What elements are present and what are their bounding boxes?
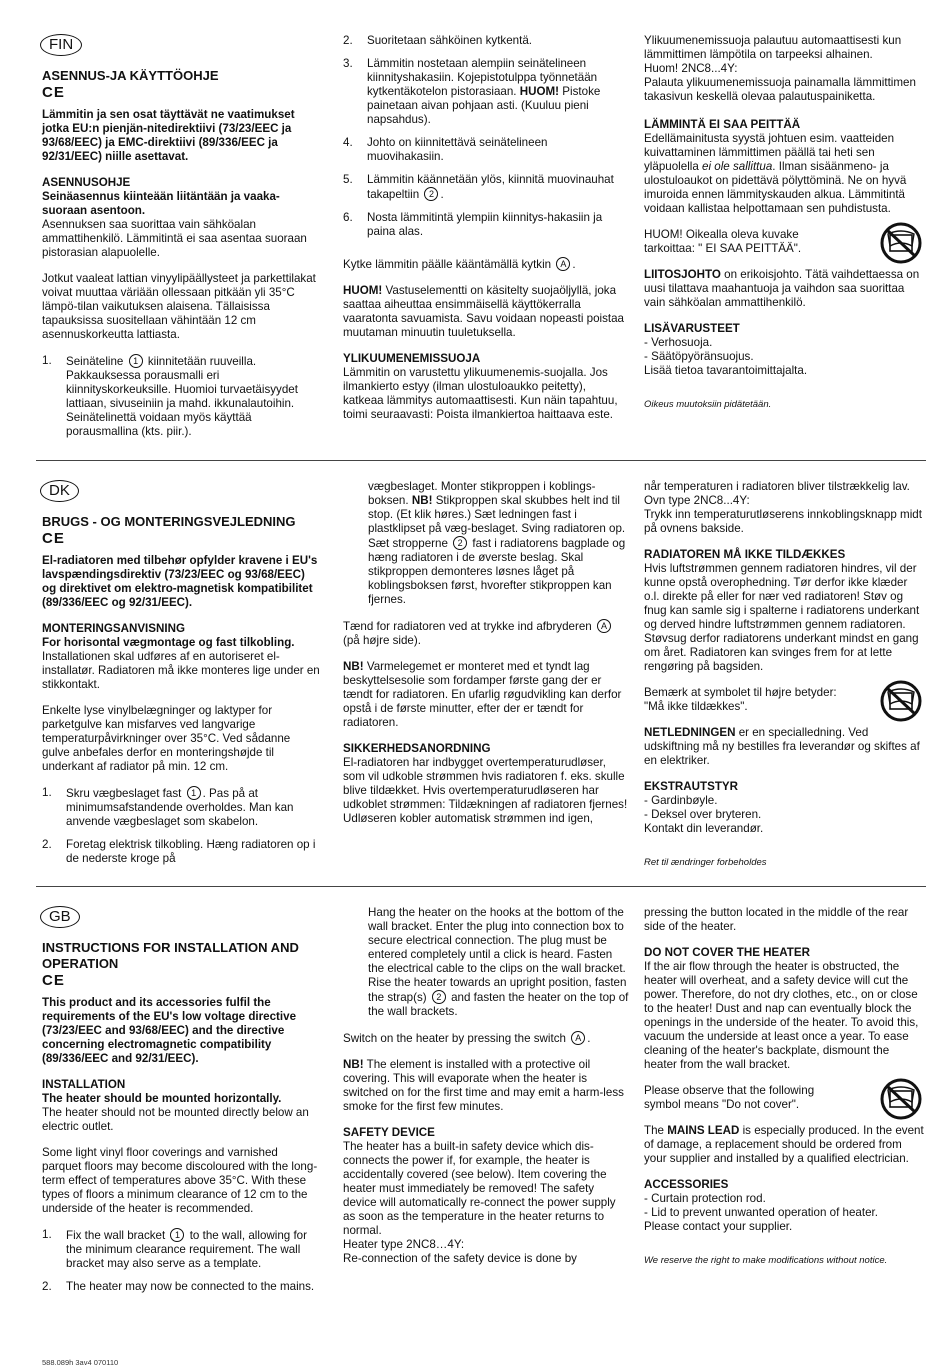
switch-text: Switch on the heater by pressing the switch A . xyxy=(343,1032,591,1045)
steps-list xyxy=(42,1228,320,1294)
safety-heading: YLIKUUMENEMISSUOJA xyxy=(343,352,481,365)
list-item: 2. Foretag elektrisk tilkobling. Hæng radiatoren op i de nederste kroge på xyxy=(42,838,316,865)
accessory-item: - Curtain protection rod. xyxy=(644,1192,766,1205)
list-item: 1. Skru vægbeslaget fast 1 . Pas på at minimumsafstandende overholdes. Man kan anvende vægbeslaget som skabelon. xyxy=(42,786,294,828)
symbol-row xyxy=(644,228,924,268)
dk-column-3 xyxy=(644,480,924,870)
note-text: NB! The element is installed with a protective oil covering. This will evaporate when the heater is switched on for the first time and may emit a harm-less smoke for the first few minutes. xyxy=(343,1058,624,1113)
circled-number: 2 xyxy=(453,536,467,550)
section-title: BRUGS - OG MONTERINGSVEJLEDNING xyxy=(42,514,296,529)
accessories-contact: Please contact your supplier. xyxy=(644,1220,793,1233)
symbol-text: Bemærk at symbolet til højre betyder: "Må ikke tildækkes". xyxy=(644,686,837,713)
cover-text: If the air flow through the heater is obstructed, the heater will overheat, and a safety device will cut the power. Therefore, do not dry clothes, etc., on or close to the heater! Dust and nap can eventually block the openings in the underside of the heater. To avoid this, vacuum the underside at least once a year. To ease cleaning of the heater's backplate, dismount the heater from the wall bracket. xyxy=(644,960,919,1071)
accessories-heading: ACCESSORIES xyxy=(644,1178,729,1191)
document-code: 588.089h 3av4 070110 xyxy=(42,1358,119,1367)
installation-text: The heater should not be mounted directly below an electric outlet. xyxy=(42,1106,309,1133)
list-item: 5. Lämmitin käännetään ylös, kiinnitä muovinauhat takapeltiin 2 . xyxy=(343,173,614,201)
list-item: 2. Suoritetaan sähköinen kytkentä. xyxy=(343,34,532,47)
lead-text: LIITOSJOHTO on erikoisjohto. Tätä vaihdettaessa on uusi tilattava maahantuoja ja vaihdon saa suorittaa vain sähköalan ammattihenkilö. xyxy=(644,268,920,309)
circled-number: 1 xyxy=(187,786,201,800)
cover-text: Edellämainitusta syystä johtuen esim. vaatteiden kuivattaminen lämmittimen päällä tai heti sen yläpuolella ei ole sallittua. Ilman sisäänmeno- ja ulostuloaukot on pidettävä pölyttöminä. Ne on hyvä imuroida ennen lämmityskauden alkua. Lämmitintä voidaan kallistaa helpottamaan sen puhdistusta. xyxy=(644,132,907,215)
steps-list xyxy=(42,354,320,439)
installation-subheading: Seinäasennus kiinteään liitäntään ja vaaka-suoraan asentoon. xyxy=(42,190,280,217)
installation-text: Installationen skal udføres af en autoriseret el-installatør. Radiatoren må ikke monteres lige under en stikkontakt. xyxy=(42,650,320,691)
circled-number: 1 xyxy=(170,1228,184,1242)
language-badge: GB xyxy=(40,906,80,928)
ce-mark: CE xyxy=(42,84,65,101)
accessory-item: - Lid to prevent unwanted operation of heater. xyxy=(644,1206,878,1219)
list-item: 6. Nosta lämmitintä ylempiin kiinnitys-hakasiin ja paina alas. xyxy=(343,211,603,238)
footer-note: Ret til ændringer forbeholdes xyxy=(644,857,767,868)
accessory-item: - Säätöpyöränsuojus. xyxy=(644,350,754,363)
mounting-text: Hang the heater on the hooks at the bottom of the wall bracket. Enter the plug into connection box to secure electrical connection. The plug must be entered completely until a click is heard. Fasten the electrical cable to the clips on the wall bracket. Rise the heater towards an upright position, fasten the strap(s) 2 and fasten the heater on the top of the wall brackets. xyxy=(368,906,629,1018)
do-not-cover-icon xyxy=(878,1078,924,1120)
type-note: Ovn type 2NC8...4Y: xyxy=(644,494,750,507)
circled-number: 2 xyxy=(424,187,438,201)
list-item: 2. The heater may now be connected to the mains. xyxy=(42,1280,315,1293)
accessories-contact: Kontakt din leverandør. xyxy=(644,822,764,835)
list-item: 3. Lämmitin nostetaan alempiin seinätelineen kiinnityshakasiin. Kojepistotulppa työnnetään kytkentäkotelon pistorasiaan. HUOM! Pistoke painetaan aivan pohjaan asti. (Kuuluu pieni napsahdus). xyxy=(343,57,601,126)
fin-column-1 xyxy=(42,34,320,449)
ce-mark: CE xyxy=(42,530,65,547)
intro-text: Lämmitin ja sen osat täyttävät ne vaatimukset jotka EU:n pienjän-nitedirektiivi (73/23/EEC ja 93/68/EEC) ja EMC-direktiivi (89/336/EEC ja 92/31/EEC) niille asettavat. xyxy=(42,108,295,163)
symbol-text: HUOM! Oikealla oleva kuvake tarkoittaa: " EI SAA PEITTÄÄ". xyxy=(644,228,802,255)
fin-column-3 xyxy=(644,34,924,412)
steps-list xyxy=(343,34,625,239)
floor-text: Some light vinyl floor coverings and varnished parquet floors may become discoloured with the long-term effect of temperatures above 35°C. With these types of floors a minimum clearance of 12 cm to the underside of the heater is recommended. xyxy=(42,1146,318,1215)
ce-mark: CE xyxy=(42,972,65,989)
circled-letter: A xyxy=(556,257,570,271)
circled-number: 2 xyxy=(432,990,446,1004)
safety-text: Lämmitin on varustettu ylikuumenemis-suojalla. Jos ilmankierto estyy (ilman ulostuloaukko peitetty), katkeaa lämmitys automaattisesti. Kun näin tapahtuu, toimi seuraavasti: Poista ilmankiertoa haittaava este. xyxy=(343,366,618,421)
section-divider xyxy=(36,886,926,887)
cover-text: Hvis luftstrømmen gennem radiatoren hindres, vil der kunne opstå overophedning. Tør derfor ikke klæder o.l. direkte på eller for nær ved radiatoren! Støv og fnug kan samle sig i spalterne i radiatorens underkant og derved hindre luftstrømmen gennem radiatoren. Støvsug derfor radiatorens underkant mindst en gang om året. Radiatoren kan svinges frem for at lette rengøring på bagsiden. xyxy=(644,562,920,673)
reset-text: pressing the button located in the middle of the rear side of the heater. xyxy=(644,906,909,933)
do-not-cover-icon xyxy=(878,680,924,722)
circled-number: 1 xyxy=(129,354,143,368)
accessories-contact: Lisää tietoa tavarantoimittajalta. xyxy=(644,364,808,377)
cover-heading: RADIATOREN MÅ IKKE TILDÆKKES xyxy=(644,548,846,561)
switch-text: Kytke lämmitin päälle kääntämällä kytkin A . xyxy=(343,258,576,271)
mounting-text: vægbeslaget. Monter stikproppen i koblings-boksen. NB! Stikproppen skal skubbes helt ind til stop. (Et klik høres.) Sæt ledningen fast i plastklipset på væg-beslaget. Sving radiatoren op. Sæt stropperne 2 fast i radiatorens bagplade og hæng radiatoren i de øverste beslag. Skal stikproppen demonteres løsnes låget på koblingsboksen først, hvorefter stikproppen kan fjernes. xyxy=(368,480,626,606)
accessory-item: - Deksel over bryteren. xyxy=(644,808,762,821)
safety-heading: SAFETY DEVICE xyxy=(343,1126,435,1139)
safety-text-continued: Re-connection of the safety device is done by xyxy=(343,1252,577,1265)
do-not-cover-icon xyxy=(878,222,924,264)
gb-column-2 xyxy=(343,906,630,1266)
installation-heading: INSTALLATION xyxy=(42,1078,126,1091)
list-item: 4. Johto on kiinnitettävä seinätelineen muovihakasiin. xyxy=(343,136,548,163)
accessory-item: - Gardinbøyle. xyxy=(644,794,718,807)
intro-text: This product and its accessories fulfil the requirements of the EU's low voltage directive (73/23/EEC and 93/68/EEC) and the directive concerning electromagnetic compatibility (89/336/EEC and 92/31/EEC). xyxy=(42,996,297,1065)
floor-text: Jotkut vaaleat lattian vinyylipäällysteet ja parkettilakat voivat muuttaa väriään ollessaan pitkään yli 35°C lämpö-tilan vaikutuksen alaisena. Tällaisissa tapauksissa suositellaan vähintään 12 cm asennuskorkeutta lattiasta. xyxy=(42,272,316,341)
reset-instructions: Trykk inn temperaturutløserens innkoblingsknapp midt på ovnens bakside. xyxy=(644,508,922,535)
safety-text: El-radiatoren har indbygget overtemperaturudløser, som vil udkoble strømmen hvis radiatoren f. eks. skulle blive tildækket. Hvis overtemperaturudløseren har udkoblet strømmen: Tildækningen af radiatoren fjernes! Udløseren kobler automatisk strømmen ind igen, xyxy=(343,756,628,825)
safety-heading: SIKKERHEDSANORDNING xyxy=(343,742,491,755)
symbol-row xyxy=(644,686,924,726)
installation-text: Asennuksen saa suorittaa vain sähköalan ammattihenkilö. Lämmitintä ei saa asentaa suoraan pistorasian alapuolelle. xyxy=(42,218,307,259)
installation-subheading: The heater should be mounted horizontally. xyxy=(42,1092,282,1105)
accessory-item: - Verhosuoja. xyxy=(644,336,713,349)
reset-instructions: Palauta ylikuumenemissuoja painamalla lämmittimen takasivun keskellä olevaa palautuspainiketta. xyxy=(644,76,916,103)
lead-text: NETLEDNINGEN er en specialledning. Ved udskiftning må ny bestilles fra leverandør og skiftes af en elektriker. xyxy=(644,726,920,767)
type-note: Heater type 2NC8…4Y: xyxy=(343,1238,465,1251)
accessories-heading: EKSTRAUTSTYR xyxy=(644,780,739,793)
section-title: INSTRUCTIONS FOR INSTALLATION AND OPERATION xyxy=(42,940,299,971)
steps-list xyxy=(42,786,320,866)
note-text: NB! Varmelegemet er monteret med et tyndt lag beskyttelsesolie som fordamper første gang der er tændt for radiatoren. En ufarlig røgudvikling kan derfor opstå i de første minutter, efter der er tændt for radiatoren. xyxy=(343,660,622,729)
section-title: ASENNUS-JA KÄYTTÖOHJE xyxy=(42,68,219,83)
installation-heading: ASENNUSOHJE xyxy=(42,176,131,189)
gb-column-1 xyxy=(42,906,320,1304)
cover-heading: LÄMMINTÄ EI SAA PEITTÄÄ xyxy=(644,118,801,131)
symbol-text: Please observe that the following symbol means "Do not cover". xyxy=(644,1084,815,1111)
intro-text: El-radiatoren med tilbehør opfylder kravene i EU's lavspændingsdirektiv (73/23/EEC og 93/68/EEC) og direktivet om elektro-magnetisk kompatibilitet (89/336/EEC og 92/31/EEC). xyxy=(42,554,318,609)
floor-text: Enkelte lyse vinylbelægninger og laktyper for parketgulve kan misfarves ved langvarige temperaturpåvirkninger over 35°C. Ved sådanne gulve anbefales derfor en monteringshøjde til underkant af radiator på min. 12 cm. xyxy=(42,704,291,773)
language-badge: FIN xyxy=(40,34,82,56)
note-text: HUOM! Vastuselementti on käsitelty suojaöljyllä, joka saattaa aiheuttaa ensimmäisellä käyttökerralla vaaratonta savuamista. Savu voidaan nopeasti poistaa muutaman minuutin tuuletuksella. xyxy=(343,284,625,339)
list-item: 1. Fix the wall bracket 1 to the wall, allowing for the minimum clearance requirement. The wall bracket may also serve as a template. xyxy=(42,1228,307,1270)
type-note: Huom! 2NC8...4Y: xyxy=(644,62,738,75)
symbol-row xyxy=(644,1084,924,1124)
footer-note: Oikeus muutoksiin pidätetään. xyxy=(644,399,772,410)
lead-text: The MAINS LEAD is especially produced. In the event of damage, a replacement should be ordered from your supplier and installed by a qualified electrician. xyxy=(644,1124,924,1165)
list-item: 1. Seinäteline 1 kiinnitetään ruuveilla. Pakkauksessa porausmalli eri kiinnityskorkeuksille. Huomioi turvaetäisyydet lattiaan, sivuseiniin ja mahd. ikkunalautoihin. Seinätelinettä voidaan myös käyttää porausmallina (kts. piir.). xyxy=(42,354,298,438)
installation-heading: MONTERINGSANVISNING xyxy=(42,622,185,635)
dk-column-2 xyxy=(343,480,630,838)
fin-column-2 xyxy=(343,34,625,434)
circled-letter: A xyxy=(597,619,611,633)
accessories-heading: LISÄVARUSTEET xyxy=(644,322,740,335)
section-divider xyxy=(36,460,926,461)
installation-subheading: For horisontal vægmontage og fast tilkobling. xyxy=(42,636,295,649)
dk-column-1 xyxy=(42,480,320,876)
circled-letter: A xyxy=(571,1031,585,1045)
reset-text: Ylikuumenemissuoja palautuu automaattisesti kun lämmittimen lämpötila on tarpeeksi alhainen. xyxy=(644,34,902,61)
cover-heading: DO NOT COVER THE HEATER xyxy=(644,946,810,959)
footer-note: We reserve the right to make modifications without notice. xyxy=(644,1255,888,1266)
gb-column-3 xyxy=(644,906,924,1268)
reset-text: når temperaturen i radiatoren bliver tilstrækkelig lav. xyxy=(644,480,910,493)
safety-text: The heater has a built-in safety device which dis-connects the power if, for example, the heater is accidentally covered (see below). Item covering the heater must immediately be removed! The safety device will automatically re-connect the power supply as soon as the temperature in the heater returns to normal. xyxy=(343,1140,616,1237)
language-badge: DK xyxy=(40,480,79,502)
switch-text: Tænd for radiatoren ved at trykke ind afbryderen A (på højre side). xyxy=(343,619,630,648)
